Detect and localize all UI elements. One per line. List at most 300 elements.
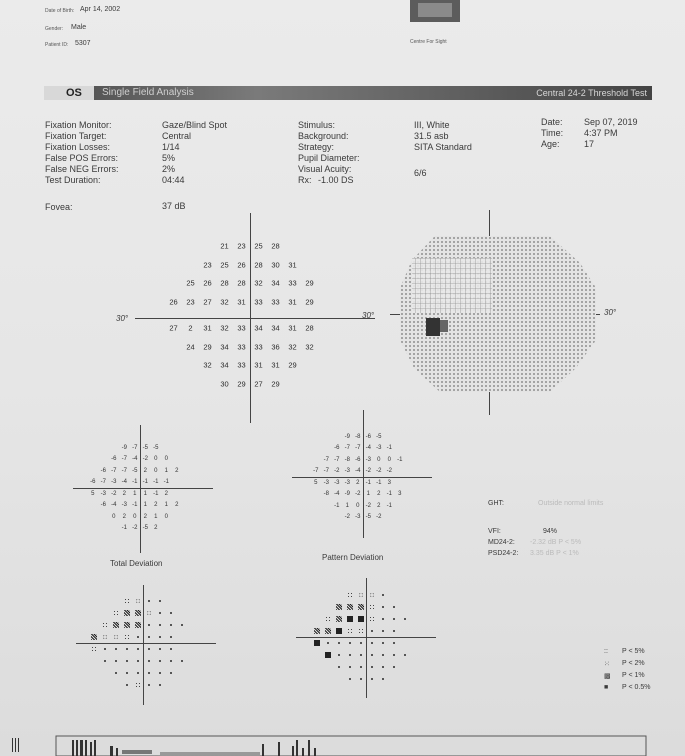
probability-symbol <box>148 648 150 650</box>
deviation-value: -7 <box>323 456 329 463</box>
probability-symbol <box>349 678 351 680</box>
pd-prob-horizontal-axis <box>296 637 436 638</box>
probability-symbol <box>382 666 384 668</box>
info-value: III, White <box>414 120 450 130</box>
probability-symbol <box>113 622 119 628</box>
probability-symbol <box>113 635 118 640</box>
probability-symbol <box>325 652 331 658</box>
info-label: Visual Acuity: <box>298 164 352 174</box>
probability-symbol <box>393 654 395 656</box>
threshold-value: 29 <box>203 342 212 351</box>
deviation-value: -2 <box>386 468 392 475</box>
deviation-value: -1 <box>334 502 340 509</box>
deviation-value: 5 <box>91 490 95 497</box>
threshold-value: 23 <box>237 241 246 251</box>
probability-symbol <box>360 666 362 668</box>
md-label: MD24-2: <box>488 539 515 546</box>
probability-symbol <box>349 654 351 656</box>
probability-symbol <box>124 598 130 604</box>
probability-symbol <box>135 610 141 616</box>
info-label: Pupil Diameter: <box>298 153 360 163</box>
probability-symbol <box>126 648 128 650</box>
probability-symbol <box>314 640 320 646</box>
probability-symbol <box>148 624 150 626</box>
md-value: -2.32 dB P < 5% <box>530 539 582 546</box>
probability-symbol <box>102 622 108 628</box>
deviation-value: -3 <box>121 502 127 509</box>
info-value: 37 dB <box>162 201 186 211</box>
probability-symbol <box>347 592 353 598</box>
deviation-value: 1 <box>143 502 147 509</box>
probability-symbol <box>393 606 395 608</box>
probability-symbol <box>137 636 139 638</box>
deviation-value: -2 <box>376 514 382 521</box>
threshold-value: 34 <box>271 323 280 333</box>
threshold-value: 29 <box>305 297 314 306</box>
deviation-value: -7 <box>100 479 106 486</box>
info-value: SITA Standard <box>414 142 472 152</box>
greyscale-axis-label: 30° <box>604 308 617 317</box>
deviation-value: -5 <box>365 514 371 521</box>
deviation-value: -4 <box>355 468 361 475</box>
deviation-value: -4 <box>365 445 371 452</box>
info-label: Stimulus: <box>298 120 336 130</box>
threshold-value: 31 <box>288 323 297 333</box>
threshold-value: 32 <box>254 278 263 288</box>
probability-symbol <box>325 628 331 634</box>
threshold-value: 29 <box>305 278 314 288</box>
dob-value: Apr 14, 2002 <box>80 6 121 13</box>
threshold-value: 26 <box>169 297 178 306</box>
probability-symbol <box>349 666 351 668</box>
probability-symbol <box>124 622 130 628</box>
probability-symbol <box>135 682 141 688</box>
clinic-name: Centre For Sight <box>410 39 447 45</box>
deviation-value: -7 <box>111 467 117 474</box>
pattern-deviation-title: Pattern Deviation <box>322 553 384 562</box>
analysis-title: Single Field Analysis <box>102 87 194 98</box>
probability-symbol <box>349 642 351 644</box>
deviation-value: 2 <box>377 491 381 498</box>
deviation-value: -5 <box>132 467 138 474</box>
info-label: Age: <box>541 139 560 149</box>
info-label: Fovea: <box>45 202 73 212</box>
deviation-value: 2 <box>175 467 179 474</box>
threshold-value: 25 <box>220 260 229 269</box>
probability-symbol <box>115 648 117 650</box>
info-value: Central <box>162 131 192 141</box>
threshold-value: 32 <box>305 342 314 351</box>
deviation-value: -6 <box>334 445 340 452</box>
info-value: -1.00 DS <box>318 175 354 185</box>
deviation-value: 1 <box>154 513 158 520</box>
deviation-value: 1 <box>164 502 168 509</box>
probability-symbol <box>135 599 140 604</box>
probability-symbol <box>358 604 364 610</box>
probability-symbol <box>382 678 384 680</box>
pd-vertical-axis <box>363 410 364 538</box>
threshold-value: 23 <box>186 297 195 306</box>
deviation-value: 1 <box>366 491 370 498</box>
deviation-value: 0 <box>356 502 360 509</box>
deviation-value: -9 <box>121 444 127 451</box>
deviation-value: -7 <box>132 444 138 451</box>
threshold-value: 29 <box>237 379 246 388</box>
probability-symbol <box>159 624 161 626</box>
threshold-value: 31 <box>288 260 297 269</box>
threshold-value: 28 <box>271 241 280 251</box>
threshold-value: 2 <box>188 323 193 333</box>
threshold-value: 31 <box>288 297 297 306</box>
threshold-value: 33 <box>254 342 263 351</box>
info-label: Rx: <box>298 175 312 185</box>
deviation-value: -8 <box>355 433 361 440</box>
legend-symbol: ■ <box>604 684 609 691</box>
info-label: Fixation Monitor: <box>45 120 112 130</box>
patient-id-label: Patient ID: <box>45 42 69 48</box>
greyscale-plot <box>400 228 600 398</box>
probability-symbol <box>126 660 128 662</box>
probability-symbol <box>393 630 395 632</box>
probability-symbol <box>102 635 107 640</box>
deviation-value: -6 <box>100 502 106 509</box>
deviation-value: -9 <box>344 491 350 498</box>
deviation-value: -1 <box>132 479 138 486</box>
probability-symbol <box>91 634 97 640</box>
patient-id-value: 5307 <box>75 40 91 47</box>
info-label: Date: <box>541 117 563 127</box>
deviation-value: -3 <box>334 479 340 486</box>
deviation-value: 2 <box>164 490 168 497</box>
deviation-value: 3 <box>398 491 402 498</box>
threshold-value: 32 <box>220 323 229 333</box>
probability-symbol <box>170 660 172 662</box>
info-value: Gaze/Blind Spot <box>162 120 228 130</box>
deviation-value: -7 <box>313 468 319 475</box>
vfi-label: VFI: <box>488 528 501 535</box>
threshold-value: 26 <box>203 278 212 288</box>
probability-symbol <box>104 648 106 650</box>
probability-symbol <box>360 654 362 656</box>
deviation-value: -1 <box>153 490 159 497</box>
gender-label: Gender: <box>45 26 64 32</box>
threshold-value: 34 <box>271 278 280 288</box>
deviation-value: -2 <box>355 491 361 498</box>
deviation-value: -6 <box>365 433 371 440</box>
deviation-value: -2 <box>365 468 371 475</box>
deviation-value: -3 <box>100 490 106 497</box>
deviation-value: -8 <box>323 491 329 498</box>
probability-symbol <box>170 672 172 674</box>
probability-symbol <box>393 618 395 620</box>
probability-symbol <box>115 660 117 662</box>
threshold-value: 31 <box>271 360 280 370</box>
edge-barcode-mark <box>12 738 20 752</box>
threshold-value: 25 <box>254 241 263 251</box>
deviation-value: 0 <box>133 513 137 520</box>
probability-symbol <box>170 636 172 638</box>
probability-symbol <box>159 648 161 650</box>
probability-symbol <box>124 634 130 640</box>
threshold-value: 32 <box>220 297 229 306</box>
deviation-value: 2 <box>377 502 381 509</box>
probability-symbol <box>382 642 384 644</box>
deviation-value: -1 <box>132 502 138 509</box>
legend-symbol: :: <box>604 648 608 655</box>
info-label: Fixation Target: <box>45 131 107 141</box>
probability-symbol <box>404 654 406 656</box>
probability-symbol <box>148 672 150 674</box>
probability-symbol <box>347 628 353 634</box>
threshold-value: 33 <box>237 323 246 333</box>
threshold-value: 27 <box>254 379 263 388</box>
probability-symbol <box>371 678 373 680</box>
probability-symbol <box>338 654 340 656</box>
legend-symbol: ⁙ <box>604 661 610 668</box>
probability-symbol <box>338 666 340 668</box>
deviation-value: -1 <box>121 525 127 532</box>
deviation-value: -7 <box>344 445 350 452</box>
clinic-logo-inner <box>418 3 452 17</box>
probability-symbol <box>159 660 161 662</box>
probability-symbol <box>347 604 353 610</box>
deviation-value: 0 <box>112 513 116 520</box>
threshold-value: 33 <box>237 360 246 370</box>
deviation-value: -5 <box>142 444 148 451</box>
deviation-value: 2 <box>143 513 147 520</box>
threshold-value: 27 <box>169 323 178 333</box>
info-value: 4:37 PM <box>584 128 618 138</box>
deviation-value: -2 <box>376 468 382 475</box>
threshold-value: 33 <box>237 342 246 351</box>
threshold-value: 32 <box>203 360 212 370</box>
probability-symbol <box>137 648 139 650</box>
deviation-value: -1 <box>365 479 371 486</box>
probability-symbol <box>336 628 342 634</box>
probability-symbol <box>124 610 130 616</box>
threshold-value: 36 <box>271 342 280 351</box>
deviation-value: -7 <box>355 445 361 452</box>
probability-symbol <box>360 642 362 644</box>
pd-horizontal-axis <box>292 477 432 478</box>
threshold-value: 31 <box>254 360 263 370</box>
deviation-value: 1 <box>345 502 349 509</box>
probability-symbol <box>159 684 161 686</box>
probability-symbol <box>170 624 172 626</box>
deviation-value: -2 <box>132 525 138 532</box>
td-prob-horizontal-axis <box>76 643 216 644</box>
threshold-value: 26 <box>237 260 246 269</box>
pd-prob-vertical-axis <box>366 578 367 698</box>
probability-symbol <box>327 642 329 644</box>
probability-symbol <box>115 672 117 674</box>
deviation-value: -3 <box>323 479 329 486</box>
deviation-value: -1 <box>397 456 403 463</box>
threshold-value: 34 <box>220 360 229 370</box>
threshold-value: 28 <box>305 323 314 333</box>
info-value: 17 <box>584 139 595 149</box>
info-value: 5% <box>162 153 176 163</box>
deviation-value: -1 <box>386 445 392 452</box>
probability-symbol <box>382 606 384 608</box>
probability-symbol <box>336 616 342 622</box>
probability-symbol <box>148 600 150 602</box>
probability-symbol <box>126 672 128 674</box>
td-vertical-axis <box>140 425 141 553</box>
deviation-value: 2 <box>154 525 158 532</box>
deviation-value: -1 <box>376 479 382 486</box>
axis-label-left: 30° <box>116 314 129 323</box>
probability-symbol <box>126 684 128 686</box>
deviation-value: -6 <box>111 456 117 463</box>
threshold-value: 33 <box>288 278 297 288</box>
threshold-value: 21 <box>220 241 229 251</box>
ght-value: Outside normal limits <box>538 500 604 507</box>
gender-value: Male <box>71 24 87 31</box>
probability-symbol <box>369 616 375 622</box>
deviation-value: -2 <box>142 456 148 463</box>
psd-value: 3.35 dB P < 1% <box>530 550 579 557</box>
probability-symbol <box>382 654 384 656</box>
deviation-value: -3 <box>355 514 361 521</box>
deviation-value: -4 <box>111 502 117 509</box>
deviation-value: -6 <box>355 456 361 463</box>
deviation-value: 0 <box>164 456 168 463</box>
probability-symbol <box>404 618 406 620</box>
deviation-value: -1 <box>142 479 148 486</box>
info-label: False POS Errors: <box>45 153 119 163</box>
probability-symbol <box>347 616 353 622</box>
deviation-value: -7 <box>121 467 127 474</box>
probability-symbol <box>181 660 183 662</box>
info-value: Sep 07, 2019 <box>584 117 638 127</box>
deviation-value: -2 <box>334 468 340 475</box>
deviation-value: -3 <box>376 445 382 452</box>
deviation-value: -3 <box>344 479 350 486</box>
td-prob-vertical-axis <box>143 585 144 705</box>
probability-symbol <box>137 660 139 662</box>
probability-symbol <box>148 684 150 686</box>
deviation-value: -2 <box>365 502 371 509</box>
deviation-value: -6 <box>90 479 96 486</box>
info-label: False NEG Errors: <box>45 164 119 174</box>
deviation-value: -7 <box>121 456 127 463</box>
info-label: Strategy: <box>298 142 335 152</box>
deviation-value: -3 <box>111 479 117 486</box>
threshold-value: 30 <box>271 260 280 269</box>
legend-label: P < 1% <box>622 672 645 679</box>
threshold-value: 28 <box>220 278 229 288</box>
deviation-value: -2 <box>344 514 350 521</box>
probability-symbol <box>382 594 384 596</box>
deviation-value: -4 <box>334 491 340 498</box>
deviation-value: -4 <box>121 479 127 486</box>
threshold-value: 31 <box>203 323 212 333</box>
threshold-value: 28 <box>237 278 246 288</box>
threshold-value: 33 <box>271 297 280 306</box>
deviation-value: -1 <box>163 479 169 486</box>
probability-symbol <box>135 622 141 628</box>
info-label: Background: <box>298 131 349 141</box>
deviation-value: 2 <box>356 479 360 486</box>
probability-symbol <box>159 612 161 614</box>
probability-symbol <box>181 624 183 626</box>
legend-label: P < 5% <box>622 648 645 655</box>
deviation-value: 2 <box>122 513 126 520</box>
deviation-value: 2 <box>122 490 126 497</box>
info-value: 04:44 <box>162 175 185 185</box>
threshold-value: 34 <box>220 342 229 351</box>
deviation-value: -1 <box>386 502 392 509</box>
deviation-value: 2 <box>154 502 158 509</box>
deviation-value: -7 <box>334 456 340 463</box>
probability-symbol <box>371 630 373 632</box>
probability-symbol <box>104 660 106 662</box>
info-label: Test Duration: <box>45 175 101 185</box>
threshold-value: 25 <box>186 278 195 288</box>
threshold-value: 34 <box>254 323 263 333</box>
probability-symbol <box>393 666 395 668</box>
deviation-value: -2 <box>111 490 117 497</box>
probability-symbol <box>146 611 151 616</box>
probability-symbol <box>369 604 375 610</box>
info-label: Fixation Losses: <box>45 142 111 152</box>
probability-symbol <box>358 628 364 634</box>
probability-symbol <box>159 672 161 674</box>
deviation-value: 0 <box>154 456 158 463</box>
deviation-value: -5 <box>153 444 159 451</box>
deviation-value: 0 <box>377 456 381 463</box>
info-value: 31.5 asb <box>414 131 449 141</box>
deviation-value: 0 <box>154 467 158 474</box>
deviation-value: -8 <box>344 456 350 463</box>
probability-symbol <box>159 600 161 602</box>
probability-symbol <box>358 616 364 622</box>
threshold-value: 24 <box>186 342 195 351</box>
threshold-value: 29 <box>288 360 297 370</box>
info-value: 2% <box>162 164 176 174</box>
legend-label: P < 2% <box>622 660 645 667</box>
histogram-strip <box>50 728 650 756</box>
axis-label-right: 30° <box>362 311 375 320</box>
threshold-horizontal-axis <box>135 318 375 319</box>
probability-symbol <box>358 593 363 598</box>
info-label: Time: <box>541 128 564 138</box>
deviation-value: -1 <box>386 491 392 498</box>
info-value: 6/6 <box>414 168 427 178</box>
probability-symbol <box>170 612 172 614</box>
legend-label: P < 0.5% <box>622 684 651 691</box>
deviation-value: -6 <box>100 467 106 474</box>
probability-symbol <box>148 660 150 662</box>
deviation-value: 1 <box>164 467 168 474</box>
deviation-value: -7 <box>323 468 329 475</box>
deviation-value: 1 <box>143 490 147 497</box>
deviation-value: 3 <box>387 479 391 486</box>
deviation-value: -4 <box>132 456 138 463</box>
deviation-value: 5 <box>314 479 318 486</box>
deviation-value: 0 <box>164 513 168 520</box>
deviation-value: -9 <box>344 433 350 440</box>
probability-symbol <box>371 654 373 656</box>
probability-symbol <box>91 646 97 652</box>
probability-symbol <box>360 678 362 680</box>
deviation-value: -5 <box>142 525 148 532</box>
deviation-value: -3 <box>365 456 371 463</box>
probability-symbol <box>371 666 373 668</box>
threshold-value: 23 <box>203 260 212 269</box>
vfi-value: 94% <box>543 528 558 535</box>
